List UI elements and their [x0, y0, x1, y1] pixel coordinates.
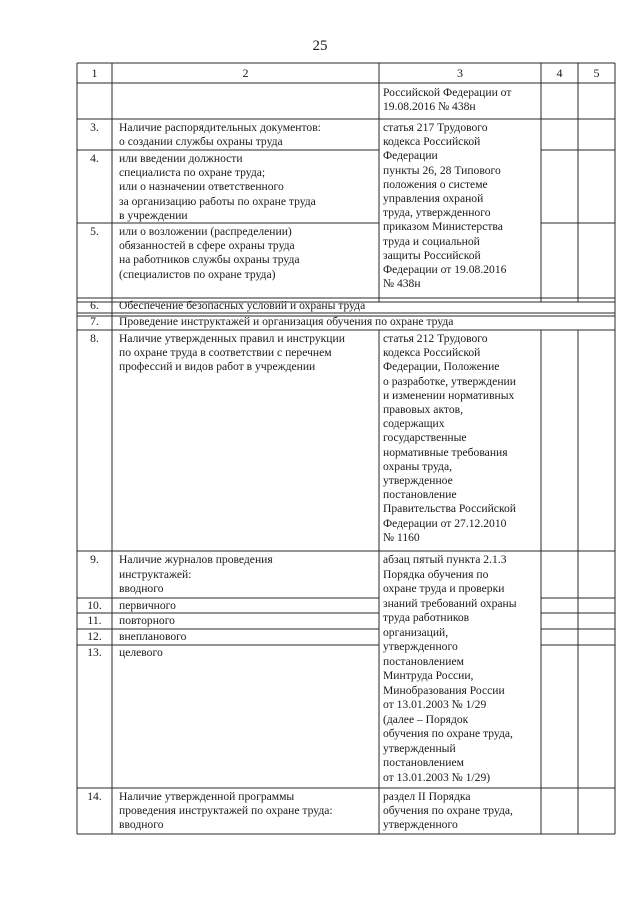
row-9-requirement: Наличие журналов проведения инструктажей: вводного [119, 553, 273, 595]
rows-3-5-legal-basis: статья 217 Трудового кодекса Российской Федерации пункты 26, 28 Типового положения о системе управления охраной труда, утвержденного приказом Министерства труда и социальной защиты Российской Федерации от 19.08.2016 № 438н [383, 121, 507, 291]
column-header-5: 5 [593, 66, 600, 80]
column-header-4: 4 [556, 66, 563, 80]
row-11-number: 11. [87, 614, 102, 627]
rows-9-13-legal-basis: абзац пятый пункта 2.1.3 Порядка обучения по охране труда и проверки знаний требований охраны труда работников организаций, утвержденного постановлением Минтруда России, Минобразования России от 13.01.2003 № 1/29 (далее – Порядок обучения по охране труда, утвержденный постановлением от 13.01.2003 № 1/29) [383, 553, 517, 784]
row-7-section-title: Проведение инструктажей и организация обучения по охране труда [119, 315, 454, 328]
row-6-number: 6. [90, 299, 99, 312]
row-3-requirement: Наличие распорядительных документов: о создании службы охраны труда [119, 121, 321, 149]
row-3-number: 3. [90, 121, 99, 134]
row-5-number: 5. [90, 225, 99, 238]
row-4-requirement: или введении должности специалиста по охране труда; или о назначении ответственного за организацию работы по охране труда в учреждении [119, 152, 316, 222]
row-11-requirement: повторного [119, 614, 175, 627]
row-9-number: 9. [90, 553, 99, 566]
row-13-requirement: целевого [119, 646, 163, 659]
row-10-number: 10. [87, 599, 102, 612]
row-13-number: 13. [87, 646, 102, 659]
row-12-requirement: внепланового [119, 630, 187, 643]
row-8-number: 8. [90, 332, 99, 345]
column-header-2: 2 [242, 66, 249, 80]
continuation-legal-basis: Российской Федерации от 19.08.2016 № 438н [383, 86, 512, 114]
row-5-requirement: или о возложении (распределении) обязанностей в сфере охраны труда на работников службы охраны труда (специалистов по охране труда) [119, 225, 300, 281]
row-8-legal-basis: статья 212 Трудового кодекса Российской Федерации, Положение о разработке, утверждении и изменении нормативных правовых актов, содержащих государственные нормативные требования охраны труда, утвержденное постановление Правительства Российской Федерации от 27.12.2010 № 1160 [383, 332, 516, 544]
column-header-1: 1 [91, 66, 98, 80]
row-7-number: 7. [90, 315, 99, 328]
row-14-requirement: Наличие утвержденной программы проведения инструктажей по охране труда: вводного [119, 790, 333, 832]
row-14-number: 14. [87, 790, 102, 803]
page-number: 25 [312, 38, 328, 54]
row-14-legal-basis: раздел II Порядка обучения по охране труда, утвержденного [383, 790, 513, 832]
row-4-number: 4. [90, 152, 99, 165]
column-header-3: 3 [457, 66, 463, 80]
row-6-section-title: Обеспечение безопасных условий и охраны труда [119, 299, 366, 312]
row-12-number: 12. [87, 630, 102, 643]
row-8-requirement: Наличие утвержденных правил и инструкции по охране труда в соответствии с перечнем профессий и видов работ в учреждении [119, 332, 345, 374]
row-10-requirement: первичного [119, 599, 176, 612]
